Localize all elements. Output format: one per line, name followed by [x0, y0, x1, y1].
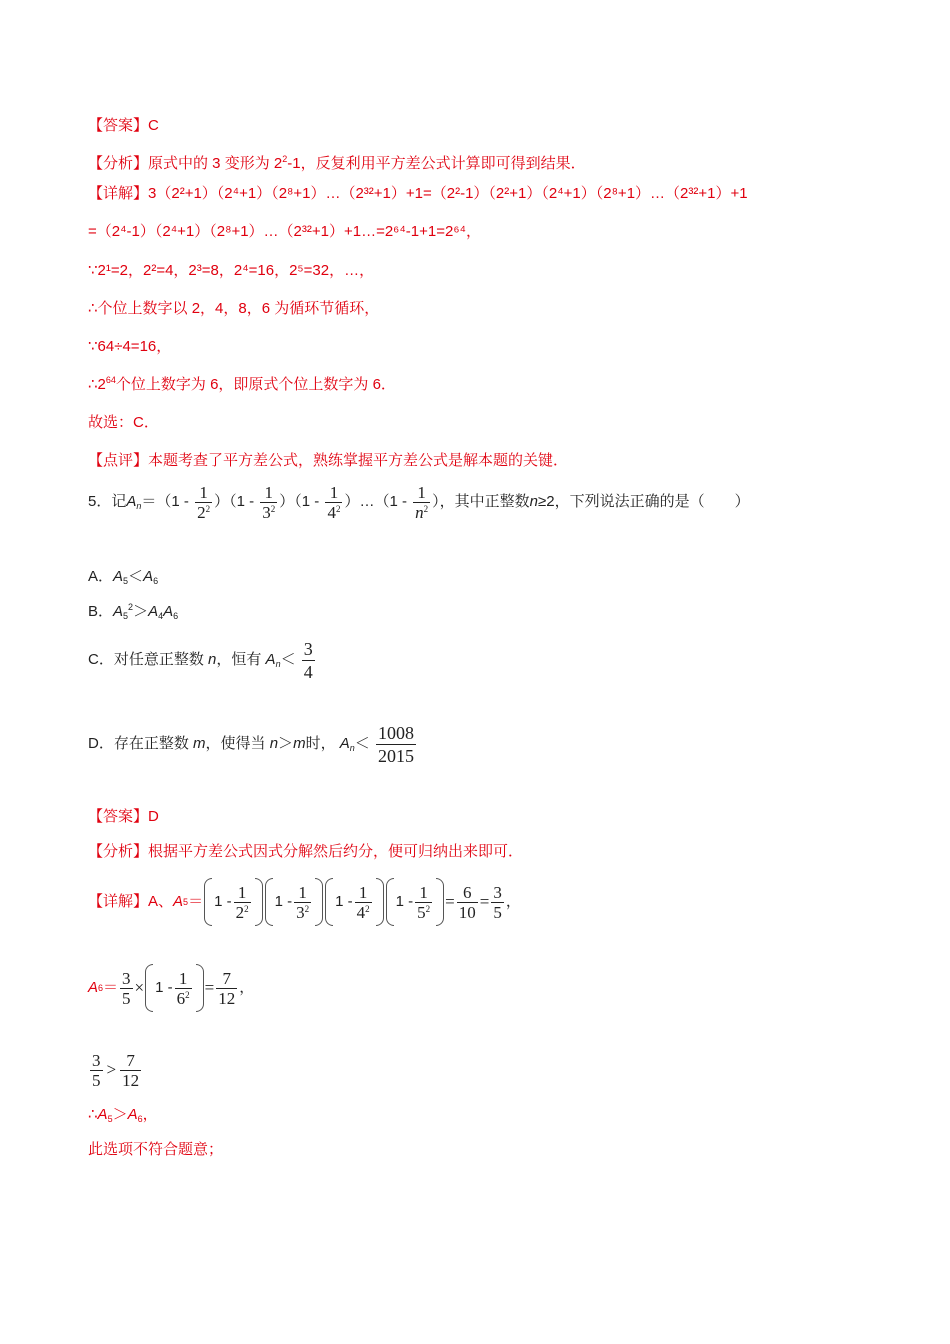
fraction-7-12: $\frac{7}{12}$: [218, 968, 236, 1008]
stem-tail: ，其中正整数: [439, 493, 530, 510]
fraction-1-over-2sq: $\frac{1}{2^2}$: [197, 482, 211, 522]
a5-product: 1 - $\frac{1}{2^2}$ 1 - $\frac{1}{3^2}$ 1 - $\frac{1}{4^2}$ 1 - $\frac{1}{5^2}$ = $\frac{6}{10}$ = $\frac{3}{5}$ ，: [203, 876, 521, 928]
comment-text: 本题考查了平方差公式，熟练掌握平方差公式是解本题的关键．: [148, 452, 569, 469]
analysis-text-b: -1，反复利用平方差公式计算即可得到结果．: [287, 155, 586, 172]
conclusion-line-5: 此选项不符合题意；: [88, 1141, 224, 1158]
detail-lead: A、: [148, 893, 174, 910]
analysis-line-5: [88, 842, 523, 862]
analysis-tag: 【分析】: [88, 155, 149, 172]
detail-line-5b: A 6 ＝ $\frac{3}{5}$ × 1 - $\frac{1}{6^2}$ = $\frac{7}{12}$ ，: [88, 962, 254, 1014]
option-b-label: B．: [88, 603, 114, 620]
option-c-text-b: ，恒有: [216, 651, 262, 668]
fraction-3-5: $\frac{3}{5}$: [493, 882, 502, 922]
analysis-line-4: 【分析】原式中的 3 变形为 $2^2-1$，反复利用平方差公式计算即可得到结果．: [88, 154, 586, 172]
stem-tail-2: ≥2，下列说法正确的是（ ）: [538, 493, 750, 510]
because-line-1: ∵2¹=2，2²=4，2³=8，2⁴=16，2⁵=32，…，: [88, 262, 375, 279]
therefore-2-a: ∴2: [88, 376, 106, 393]
fraction-3-4: $\frac{3}{4}$: [303, 638, 313, 682]
detail-line-4b: =（2⁴-1）（2⁴+1）（2⁸+1）…（2³²+1）+1…=2⁶⁴-1+1=2⁶⁴，: [88, 223, 481, 240]
analysis-text-5: 根据平方差公式因式分解然后约分，便可归纳出来即可．: [148, 843, 524, 860]
therefore-line-2: $\therefore 2^{64}$个位上数字为 6，即原式个位上数字为 6．: [88, 375, 396, 393]
therefore-symbol: ∴: [88, 1106, 98, 1123]
because-line-2: ∵64÷4=16，: [88, 338, 172, 355]
therefore-line-5: $\therefore A_5>A_6$，: [88, 1106, 158, 1124]
answer-tag-5: 【答案】: [88, 808, 149, 825]
detail-text-1: 3（2²+1）（2⁴+1）（2⁸+1）…（2³²+1）+1=（2²-1）（2²+1）（2⁴+1）（2⁸+1）…（2³²+1）+1: [148, 185, 748, 202]
fraction-1008-2015: $\frac{1008}{2015}$: [377, 722, 414, 766]
option-c: C．对任意正整数 n，恒有 $A_n<$ $\frac{3}{4}$: [88, 638, 313, 682]
option-a-label: A．: [88, 568, 114, 585]
compare-line: $\frac{3}{5}$ > $\frac{7}{12}$: [92, 1050, 140, 1090]
comment-tag: 【点评】: [88, 452, 149, 469]
fraction-1-over-nsq: $\frac{1}{n^2}$: [415, 482, 429, 522]
choose-line-4: 故选：C．: [88, 414, 159, 431]
detail-tag-5: 【详解】: [88, 893, 149, 910]
therefore-line-1: ∴个位上数字以 2，4，8，6 为循环节循环，: [88, 300, 380, 317]
answer-tag: 【答案】: [88, 117, 149, 134]
option-d-text-c: 时，: [305, 735, 336, 752]
option-d-text-b: ，使得当: [205, 735, 266, 752]
answer-line-5: [88, 807, 159, 827]
option-d: D．存在正整数 m，使得当 n＞m时， $A_n<$ $\frac{1008}{2015}$: [88, 722, 414, 766]
analysis-text-a: 原式中的 3 变形为 2: [148, 155, 283, 172]
option-d-text-a: D．存在正整数: [88, 735, 189, 752]
comment-line-4: [88, 451, 568, 471]
analysis-tag-5: 【分析】: [88, 843, 149, 860]
fraction-6-10: $\frac{6}{10}$: [458, 882, 476, 922]
a6-expression: $\frac{3}{5}$ × 1 - $\frac{1}{6^2}$ = $\frac{7}{12}$ ，: [118, 962, 254, 1014]
answer-value: C: [148, 117, 159, 134]
option-a: A．$A_5<A_6$: [88, 568, 159, 586]
detail-line-5a: 【详解】 A、 A 5 ＝ 1 - $\frac{1}{2^2}$ 1 - $\frac{1}{3^2}$ 1 - $\frac{1}{4^2}$ 1 - $\frac{1}{5^2}$ = $\frac{6}{10}$ = $\frac{3}{5}$ ，: [88, 876, 521, 928]
detail-tag: 【详解】: [88, 185, 149, 202]
detail-line-4a: [88, 184, 748, 204]
answer-line-4: [88, 116, 159, 136]
question-number: 5．记: [88, 493, 127, 510]
option-b: B．$A_5^2>A_4A_6$: [88, 602, 179, 621]
fraction-1-over-4sq: $\frac{1}{4^2}$: [327, 482, 341, 522]
option-c-text-a: C．对任意正整数: [88, 651, 204, 668]
fraction-1-over-3sq: $\frac{1}{3^2}$: [262, 482, 276, 522]
therefore-2-b: 个位上数字为 6，即原式个位上数字为 6．: [115, 376, 396, 393]
question-5-stem: 5．记$A_n=(1$ - $\frac{1}{2^2}$ ）（1 - $\frac{1}{3^2}$ ）（1 - $\frac{1}{4^2}$ ）…（1 - $\frac{1}{n^2}$ ），其中正整数n≥2，下列说法正确的是（ ）: [88, 482, 750, 522]
answer-value-5: D: [148, 808, 159, 825]
